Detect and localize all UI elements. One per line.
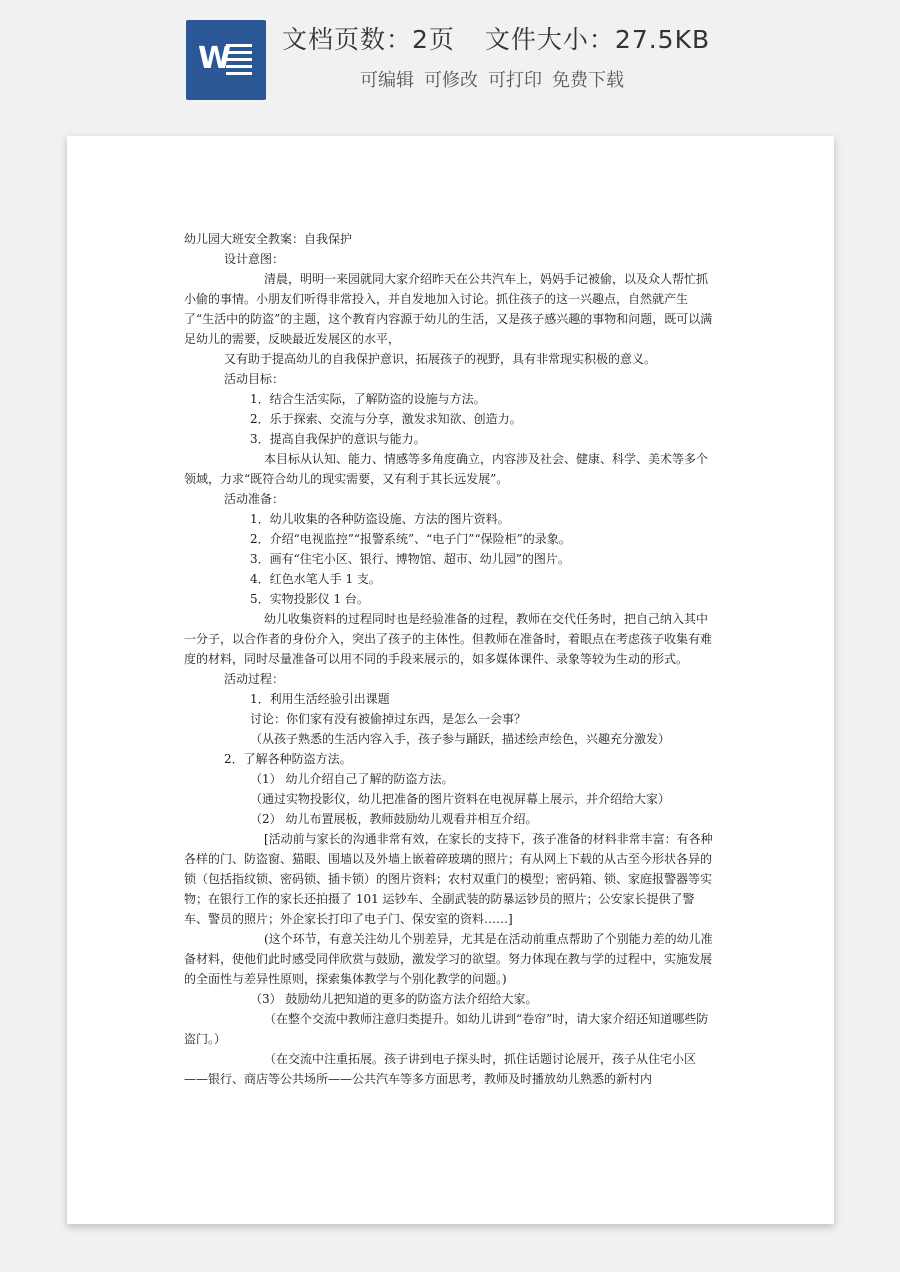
- document-page: [67, 136, 834, 1224]
- document-paragraph: 2．介绍“电视监控”“报警系统”、“电子门”“保险柜”的录象。: [250, 532, 571, 546]
- document-paragraph: （从孩子熟悉的生活内容入手，孩子参与踊跃，描述绘声绘色，兴趣充分激发）: [250, 732, 671, 746]
- document-paragraph: （2） 幼儿布置展板，教师鼓励幼儿观看并相互介绍。: [250, 812, 538, 826]
- document-paragraph: [活动前与家长的沟通非常有效，在家长的支持下，孩子准备的材料非常丰富：有各种各样的门、防盗窗、猫眼、围墙以及外墙上嵌着碎玻璃的照片；有从网上下载的从古至今形状各异的锁（包括指纹锁、密码锁、插卡锁）的图片资料；农村双重门的模型；密码箱、锁、家庭报警器等实物；在银行工作的家长还拍摄了 101 运钞车、全副武装的防暴运钞员的照片；公安家长提供了警车、警员的照片；外企家长打印了电子门、保安室的资料……]: [184, 832, 713, 926]
- word-icon-letter: W: [198, 41, 232, 76]
- document-paragraph: 又有助于提高幼儿的自我保护意识，拓展孩子的视野，具有非常现实积极的意义。: [224, 352, 657, 366]
- document-paragraph: 1．幼儿收集的各种防盗设施、方法的图片资料。: [250, 512, 510, 526]
- document-paragraph: 讨论：你们家有没有被偷掉过东西，是怎么一会事？: [250, 712, 527, 726]
- document-paragraph: 清晨，明明一来园就同大家介绍昨天在公共汽车上，妈妈手记被偷，以及众人帮忙抓小偷的事情。小朋友们听得非常投入，并自发地加入讨论。抓住孩子的这一兴趣点，自然就产生了“生活中的防盗”的主题，这个教育内容源于幼儿的生活，又是孩子感兴趣的事物和问题，既可以满足幼儿的需要，反映最近发展区的水平，: [184, 272, 713, 346]
- document-paragraph: （1） 幼儿介绍自己了解的防盗方法。: [250, 772, 454, 786]
- document-paragraph: 本目标从认知、能力、情感等多角度确立，内容涉及社会、健康、科学、美术等多个领域，力求“既符合幼儿的现实需要，又有利于其长远发展”。: [184, 452, 709, 486]
- document-paragraph: （通过实物投影仪，幼儿把准备的图片资料在电视屏幕上展示，并介绍给大家）: [250, 792, 671, 806]
- document-paragraph: 4．红色水笔人手 1 支。: [250, 572, 381, 586]
- feature-printable: 可打印: [488, 70, 542, 91]
- document-paragraph: （3） 鼓励幼儿把知道的更多的防盗方法介绍给大家。: [250, 992, 538, 1006]
- document-paragraph: 活动过程：: [224, 672, 285, 686]
- page-count: 文档页数：2页: [282, 25, 455, 54]
- feature-list: [360, 66, 624, 92]
- document-body: [184, 229, 718, 1089]
- file-size: 文件大小：27.5KB: [484, 25, 711, 54]
- banner-title: [282, 20, 710, 56]
- document-paragraph: (这个环节，有意关注幼儿个别差异，尤其是在活动前重点帮助了个别能力差的幼儿准备材料，使他们此时感受同伴欣赏与鼓励，激发学习的欲望。努力体现在教与学的过程中，实施发展的全面性与差异性原则，探索集体教学与个别化教学的问题。): [184, 932, 713, 986]
- document-paragraph: 活动目标：: [224, 372, 285, 386]
- document-paragraph: 活动准备：: [224, 492, 285, 506]
- document-paragraph: 1．结合生活实际，了解防盗的设施与方法。: [250, 392, 486, 406]
- document-paragraph: 2．了解各种防盗方法。: [224, 752, 352, 766]
- feature-editable: 可编辑: [360, 70, 414, 91]
- feature-modifiable: 可修改: [424, 70, 478, 91]
- document-paragraph: 幼儿收集资料的过程同时也是经验准备的过程，教师在交代任务时，把自己纳入其中一分子，以合作者的身份介入，突出了孩子的主体性。但教师在准备时，着眼点在考虑孩子收集有难度的材料，同时尽量准备可以用不同的手段来展示的，如多媒体课件、录象等较为生动的形式。: [184, 612, 713, 666]
- document-paragraph: 设计意图：: [224, 252, 285, 266]
- download-banner: [0, 0, 900, 110]
- word-document-icon: [186, 20, 266, 100]
- document-paragraph: 2．乐于探索、交流与分享，激发求知欲、创造力。: [250, 412, 522, 426]
- document-paragraph: 1．利用生活经验引出课题: [250, 692, 390, 706]
- document-paragraph: （在整个交流中教师注意归类提升。如幼儿讲到“卷帘”时，请大家介绍还知道哪些防盗门。）: [184, 1012, 709, 1046]
- feature-free-download: 免费下载: [552, 70, 624, 91]
- document-paragraph: 3．画有“住宅小区、银行、博物馆、超市、幼儿园”的图片。: [250, 552, 570, 566]
- document-paragraph: （在交流中注重拓展。孩子讲到电子探头时，抓住话题讨论展开，孩子从住宅小区——银行、商店等公共场所——公共汽车等多方面思考，教师及时播放幼儿熟悉的新村内: [184, 1052, 697, 1086]
- document-paragraph: 3．提高自我保护的意识与能力。: [250, 432, 426, 446]
- document-title: 幼儿园大班安全教案：自我保护: [184, 232, 353, 246]
- document-paragraph: 5．实物投影仪 1 台。: [250, 592, 369, 606]
